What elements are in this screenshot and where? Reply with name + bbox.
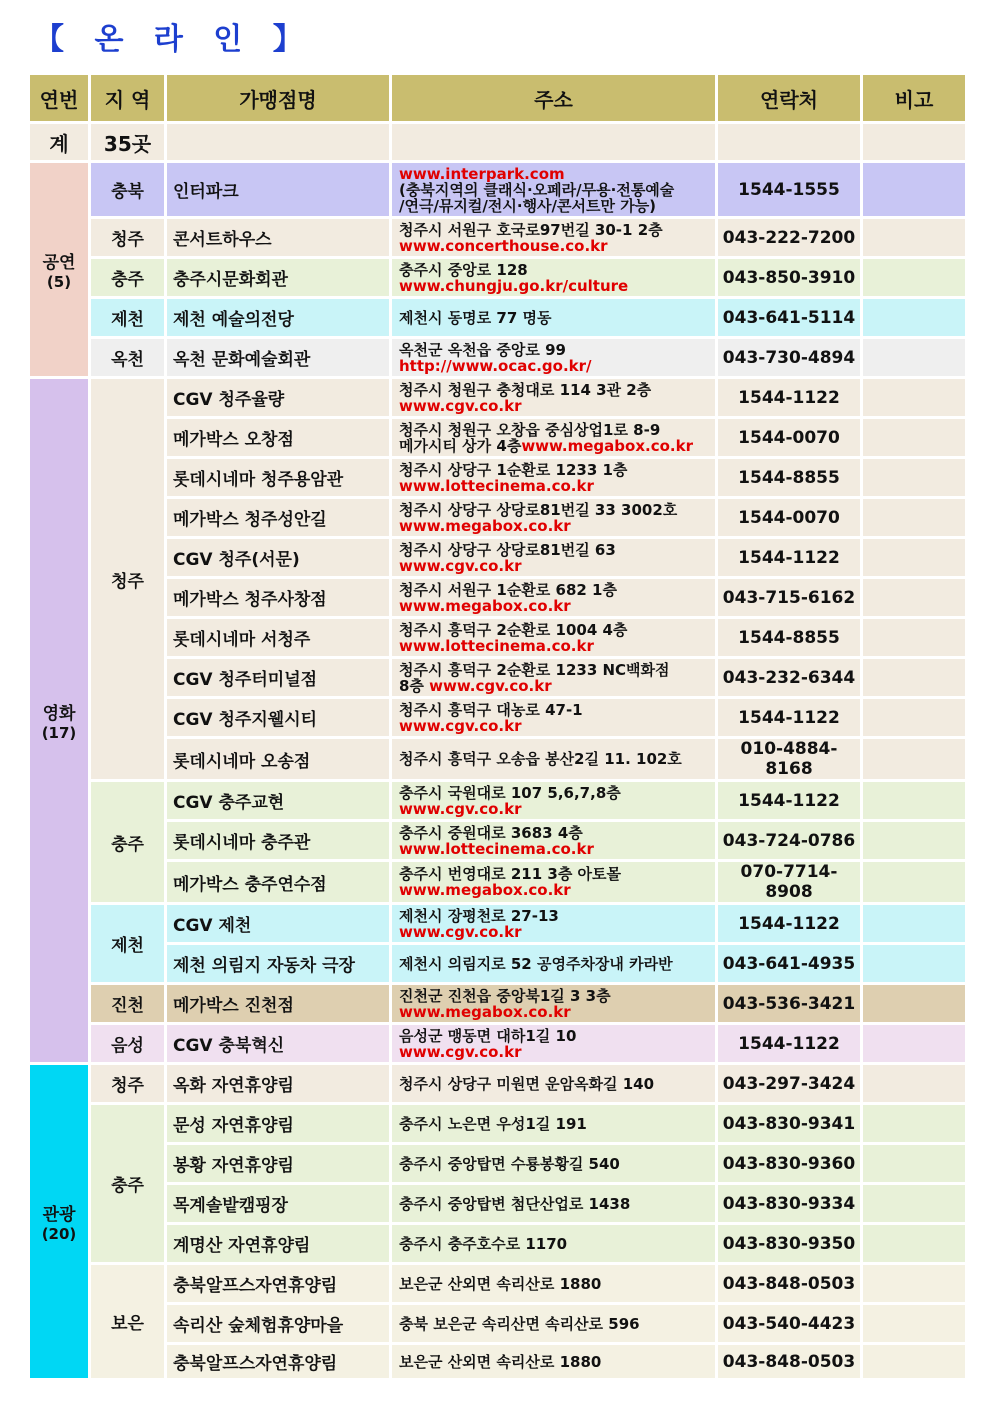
- table-row: [30, 699, 965, 736]
- phone-cell: 043-848-0503: [718, 1345, 860, 1378]
- address-text: 제천시 장평천로 27-13: [399, 906, 559, 925]
- note-cell: [863, 1065, 965, 1102]
- table-row: [30, 1065, 965, 1102]
- phone-cell: 070-7714-8908: [718, 862, 860, 902]
- website-link[interactable]: www.cgv.co.kr: [429, 676, 552, 695]
- note-cell: [863, 1025, 965, 1062]
- address-note: (충북지역의 클래식·오페라/무용·전통예술: [399, 180, 675, 199]
- address-text: 청주시 상당구 상당로81번길 63: [399, 540, 616, 559]
- store-name: 메가박스 오창점: [167, 419, 389, 456]
- store-name: 충주시문화회관: [167, 259, 389, 296]
- table-row: [30, 299, 965, 336]
- address-text: 음성군 맹동면 대하1길 10: [399, 1026, 577, 1045]
- table-row: [30, 339, 965, 376]
- region-cell: 보은: [91, 1265, 164, 1378]
- phone-cell: 043-715-6162: [718, 579, 860, 616]
- phone-cell: 1544-1122: [718, 539, 860, 576]
- phone-cell: 1544-1122: [718, 782, 860, 819]
- address-text: 청주시 청원구 충청대로 114 3관 2층: [399, 380, 652, 399]
- header-store-name: 가맹점명: [167, 75, 389, 121]
- website-link[interactable]: www.cgv.co.kr: [399, 556, 522, 575]
- table-row: [30, 822, 965, 859]
- store-name: CGV 충주교현: [167, 782, 389, 819]
- address-text: 메가시티 상가 4층: [399, 436, 522, 455]
- address-cell: [392, 945, 715, 982]
- region-cell: 제천: [91, 905, 164, 982]
- note-cell: [863, 739, 965, 779]
- website-link[interactable]: www.megabox.co.kr: [399, 596, 571, 615]
- header-region: 지 역: [91, 75, 164, 121]
- phone-cell: 043-641-5114: [718, 299, 860, 336]
- note-cell: [863, 699, 965, 736]
- address-text: 청주시 서원구 호국로97번길 30-1 2층: [399, 220, 663, 239]
- address-cell: [392, 1225, 715, 1262]
- header-address: 주소: [392, 75, 715, 121]
- store-name: 롯데시네마 청주용암관: [167, 459, 389, 496]
- website-link[interactable]: www.cgv.co.kr: [399, 922, 522, 941]
- address-cell: [392, 862, 715, 902]
- phone-cell: 043-724-0786: [718, 822, 860, 859]
- phone-cell: 1544-1122: [718, 699, 860, 736]
- address-text: 진천군 진천읍 중앙북1길 3 3층: [399, 986, 611, 1005]
- website-link[interactable]: www.cgv.co.kr: [399, 799, 522, 818]
- phone-cell: 1544-8855: [718, 619, 860, 656]
- address-cell: [392, 905, 715, 942]
- address-text: 청주시 흥덕구 2순환로 1233 NC백화점: [399, 660, 670, 679]
- header-note: 비고: [863, 75, 965, 121]
- store-name: 충북알프스자연휴양림: [167, 1265, 389, 1302]
- address-cell: [392, 339, 715, 376]
- address-text: 보은군 산외면 속리산로 1880: [399, 1274, 602, 1293]
- category-tourism: [30, 1065, 88, 1378]
- table-row: [30, 1185, 965, 1222]
- store-name: 메가박스 충주연수점: [167, 862, 389, 902]
- address-cell: [392, 1025, 715, 1062]
- category-count: (17): [41, 724, 77, 742]
- phone-cell: 1544-0070: [718, 419, 860, 456]
- note-cell: [863, 985, 965, 1022]
- address-text: 충주시 중앙탑변 첨단산업로 1438: [399, 1194, 631, 1213]
- store-name: 봉황 자연휴양림: [167, 1145, 389, 1182]
- website-link[interactable]: www.megabox.co.kr: [399, 516, 571, 535]
- address-cell: [392, 1145, 715, 1182]
- category-name: 영화: [42, 704, 76, 724]
- website-link[interactable]: http://www.ocac.go.kr/: [399, 356, 592, 375]
- store-name: 옥화 자연휴양림: [167, 1065, 389, 1102]
- table-row: [30, 659, 965, 696]
- address-cell: [392, 659, 715, 696]
- store-name: 메가박스 청주성안길: [167, 499, 389, 536]
- store-name: 제천 예술의전당: [167, 299, 389, 336]
- store-name: CGV 청주(서문): [167, 539, 389, 576]
- table-row: [30, 985, 965, 1022]
- table-row: [30, 1225, 965, 1262]
- region-cell: 청주: [91, 379, 164, 779]
- address-cell: [392, 739, 715, 779]
- website-link[interactable]: www.lottecinema.co.kr: [399, 839, 594, 858]
- note-cell: [863, 163, 965, 216]
- address-cell: [392, 619, 715, 656]
- header-number: 연번: [30, 75, 88, 121]
- phone-cell: 043-222-7200: [718, 219, 860, 256]
- region-cell: 진천: [91, 985, 164, 1022]
- address-cell: [392, 985, 715, 1022]
- phone-cell: 043-850-3910: [718, 259, 860, 296]
- website-link[interactable]: www.concerthouse.co.kr: [399, 236, 608, 255]
- table-row: [30, 499, 965, 536]
- note-cell: [863, 1145, 965, 1182]
- website-link[interactable]: www.cgv.co.kr: [399, 1042, 522, 1061]
- store-name: 문성 자연휴양림: [167, 1105, 389, 1142]
- address-text: 청주시 상당구 1순환로 1233 1층: [399, 460, 628, 479]
- address-cell: [392, 459, 715, 496]
- table-row: [30, 379, 965, 416]
- note-cell: [863, 539, 965, 576]
- address-text: 충주시 국원대로 107 5,6,7,8층: [399, 783, 621, 802]
- region-cell: 충주: [91, 259, 164, 296]
- category-name: 공연: [42, 253, 76, 273]
- address-text: 충주시 충주호수로 1170: [399, 1234, 568, 1253]
- table-row: [30, 1345, 965, 1378]
- table-row: [30, 259, 965, 296]
- address-cell: [392, 299, 715, 336]
- region-cell: 옥천: [91, 339, 164, 376]
- header-contact: 연락처: [718, 75, 860, 121]
- store-name: 인터파크: [167, 163, 389, 216]
- address-text: 청주시 상당구 상당로81번길 33 3002호: [399, 500, 678, 519]
- address-cell: [392, 1345, 715, 1378]
- category-count: (5): [46, 273, 72, 291]
- address-cell: [392, 419, 715, 456]
- region-cell: 청주: [91, 1065, 164, 1102]
- note-cell: [863, 1305, 965, 1342]
- address-text: 충주시 노은면 우성1길 191: [399, 1114, 587, 1133]
- table-row: [30, 782, 965, 819]
- table-row: [30, 1105, 965, 1142]
- address-text: 제천시 의림지로 52 공영주차장내 카라반: [399, 954, 673, 973]
- phone-cell: 043-830-9360: [718, 1145, 860, 1182]
- store-name: 목계솔밭캠핑장: [167, 1185, 389, 1222]
- website-link[interactable]: www.cgv.co.kr: [399, 396, 522, 415]
- phone-cell: 043-536-3421: [718, 985, 860, 1022]
- address-text: 충주시 중앙로 128: [399, 260, 528, 279]
- header-row: [30, 75, 965, 121]
- store-name: 메가박스 청주사창점: [167, 579, 389, 616]
- note-cell: [863, 1225, 965, 1262]
- note-cell: [863, 905, 965, 942]
- address-text: 청주시 흥덕구 대농로 47-1: [399, 700, 583, 719]
- address-cell: [392, 259, 715, 296]
- store-name: 옥천 문화예술회관: [167, 339, 389, 376]
- address-cell: [392, 379, 715, 416]
- website-link[interactable]: www.megabox.co.kr: [521, 436, 693, 455]
- note-cell: [863, 219, 965, 256]
- address-text: 충주시 중앙탑면 수룡봉황길 540: [399, 1154, 620, 1173]
- note-cell: [863, 822, 965, 859]
- region-cell: 충주: [91, 782, 164, 902]
- address-cell: [392, 1185, 715, 1222]
- note-cell: [863, 419, 965, 456]
- total-count: 35곳: [91, 124, 164, 160]
- address-cell: [392, 1265, 715, 1302]
- address-text: 제천시 동명로 77 명동: [399, 308, 552, 327]
- note-cell: [863, 579, 965, 616]
- store-name: 콘서트하우스: [167, 219, 389, 256]
- address-cell: [392, 219, 715, 256]
- address-text: 충북 보은군 속리산면 속리산로 596: [399, 1314, 640, 1333]
- store-name: 롯데시네마 충주관: [167, 822, 389, 859]
- table-row: [30, 163, 965, 216]
- note-cell: [863, 945, 965, 982]
- region-cell: 충주: [91, 1105, 164, 1262]
- table-row: [30, 945, 965, 982]
- address-text: 청주시 흥덕구 오송읍 봉산2길 11. 102호: [399, 750, 682, 768]
- address-cell: [392, 499, 715, 536]
- category-count: (20): [41, 1225, 77, 1243]
- store-name: CGV 청주터미널점: [167, 659, 389, 696]
- store-table: [27, 72, 968, 1381]
- store-name: CGV 청주지웰시티: [167, 699, 389, 736]
- note-cell: [863, 862, 965, 902]
- website-link[interactable]: www.lottecinema.co.kr: [399, 636, 594, 655]
- address-cell: [392, 1065, 715, 1102]
- phone-cell: 043-730-4894: [718, 339, 860, 376]
- table-row: [30, 579, 965, 616]
- total-row: [30, 124, 965, 160]
- region-cell: 제천: [91, 299, 164, 336]
- address-cell: [392, 579, 715, 616]
- note-cell: [863, 259, 965, 296]
- table-row: [30, 1305, 965, 1342]
- store-name: 계명산 자연휴양림: [167, 1225, 389, 1262]
- region-cell: 청주: [91, 219, 164, 256]
- store-name: 롯데시네마 서청주: [167, 619, 389, 656]
- table-row: [30, 862, 965, 902]
- address-text: 8층: [399, 676, 424, 695]
- address-text: 보은군 산외면 속리산로 1880: [399, 1352, 602, 1371]
- phone-cell: 1544-1122: [718, 905, 860, 942]
- phone-cell: 1544-1555: [718, 163, 860, 216]
- table-row: [30, 419, 965, 456]
- total-label: 계: [30, 124, 88, 160]
- store-name: CGV 청주율량: [167, 379, 389, 416]
- store-name: CGV 제천: [167, 905, 389, 942]
- category-movie: [30, 379, 88, 1062]
- note-cell: [863, 299, 965, 336]
- category-performance: [30, 163, 88, 376]
- note-cell: [863, 1265, 965, 1302]
- address-text: 충주시 번영대로 211 3층 아토몰: [399, 865, 622, 883]
- phone-cell: 043-232-6344: [718, 659, 860, 696]
- table-row: [30, 459, 965, 496]
- category-name: 관광: [42, 1205, 76, 1225]
- phone-cell: 1544-1122: [718, 379, 860, 416]
- phone-cell: 010-4884-8168: [718, 739, 860, 779]
- address-cell: [392, 163, 715, 216]
- table-row: [30, 619, 965, 656]
- table-row: [30, 905, 965, 942]
- address-cell: [392, 1105, 715, 1142]
- table-row: [30, 219, 965, 256]
- phone-cell: 043-830-9334: [718, 1185, 860, 1222]
- note-cell: [863, 659, 965, 696]
- website-link[interactable]: www.megabox.co.kr: [399, 1002, 571, 1021]
- phone-cell: 1544-1122: [718, 1025, 860, 1062]
- region-cell: 충북: [91, 163, 164, 216]
- address-cell: [392, 539, 715, 576]
- page-title: 【 온 라 인 】: [34, 22, 313, 57]
- phone-cell: 043-830-9350: [718, 1225, 860, 1262]
- phone-cell: 043-848-0503: [718, 1265, 860, 1302]
- table-row: [30, 739, 965, 779]
- store-name: 충북알프스자연휴양림: [167, 1345, 389, 1378]
- phone-cell: 043-540-4423: [718, 1305, 860, 1342]
- note-cell: [863, 379, 965, 416]
- phone-cell: 043-830-9341: [718, 1105, 860, 1142]
- note-cell: [863, 1185, 965, 1222]
- website-link[interactable]: www.cgv.co.kr: [399, 716, 522, 735]
- note-cell: [863, 339, 965, 376]
- address-cell: [392, 782, 715, 819]
- phone-cell: 043-641-4935: [718, 945, 860, 982]
- store-name: 메가박스 진천점: [167, 985, 389, 1022]
- phone-cell: 1544-8855: [718, 459, 860, 496]
- table-row: [30, 1025, 965, 1062]
- note-cell: [863, 459, 965, 496]
- note-cell: [863, 782, 965, 819]
- phone-cell: 043-297-3424: [718, 1065, 860, 1102]
- store-name: 제천 의림지 자동차 극장: [167, 945, 389, 982]
- table-row: [30, 539, 965, 576]
- address-text: 옥천군 옥천읍 중앙로 99: [399, 340, 566, 359]
- note-cell: [863, 1345, 965, 1378]
- phone-cell: 1544-0070: [718, 499, 860, 536]
- table-row: [30, 1145, 965, 1182]
- address-text: 충주시 중원대로 3683 4층: [399, 823, 583, 842]
- store-name: 속리산 숲체험휴양마을: [167, 1305, 389, 1342]
- note-cell: [863, 499, 965, 536]
- table-row: [30, 1265, 965, 1302]
- website-link[interactable]: www.megabox.co.kr: [399, 881, 571, 899]
- note-cell: [863, 1105, 965, 1142]
- address-cell: [392, 822, 715, 859]
- address-cell: [392, 699, 715, 736]
- address-text: 청주시 흥덕구 2순환로 1004 4층: [399, 620, 628, 639]
- region-cell: 음성: [91, 1025, 164, 1062]
- note-cell: [863, 619, 965, 656]
- address-text: 청주시 청원구 오창읍 중심상업1로 8-9: [399, 420, 661, 439]
- address-cell: [392, 1305, 715, 1342]
- website-link[interactable]: www.interpark.com: [399, 164, 565, 183]
- website-link[interactable]: www.chungju.go.kr/culture: [399, 276, 629, 295]
- address-note: /연극/뮤지컬/전시·행사/콘서트만 가능): [399, 196, 657, 215]
- website-link[interactable]: www.lottecinema.co.kr: [399, 476, 594, 495]
- address-text: 청주시 서원구 1순환로 682 1층: [399, 580, 617, 599]
- store-name: 롯데시네마 오송점: [167, 739, 389, 779]
- store-name: CGV 충북혁신: [167, 1025, 389, 1062]
- address-text: 청주시 상당구 미원면 운암옥화길 140: [399, 1074, 655, 1093]
